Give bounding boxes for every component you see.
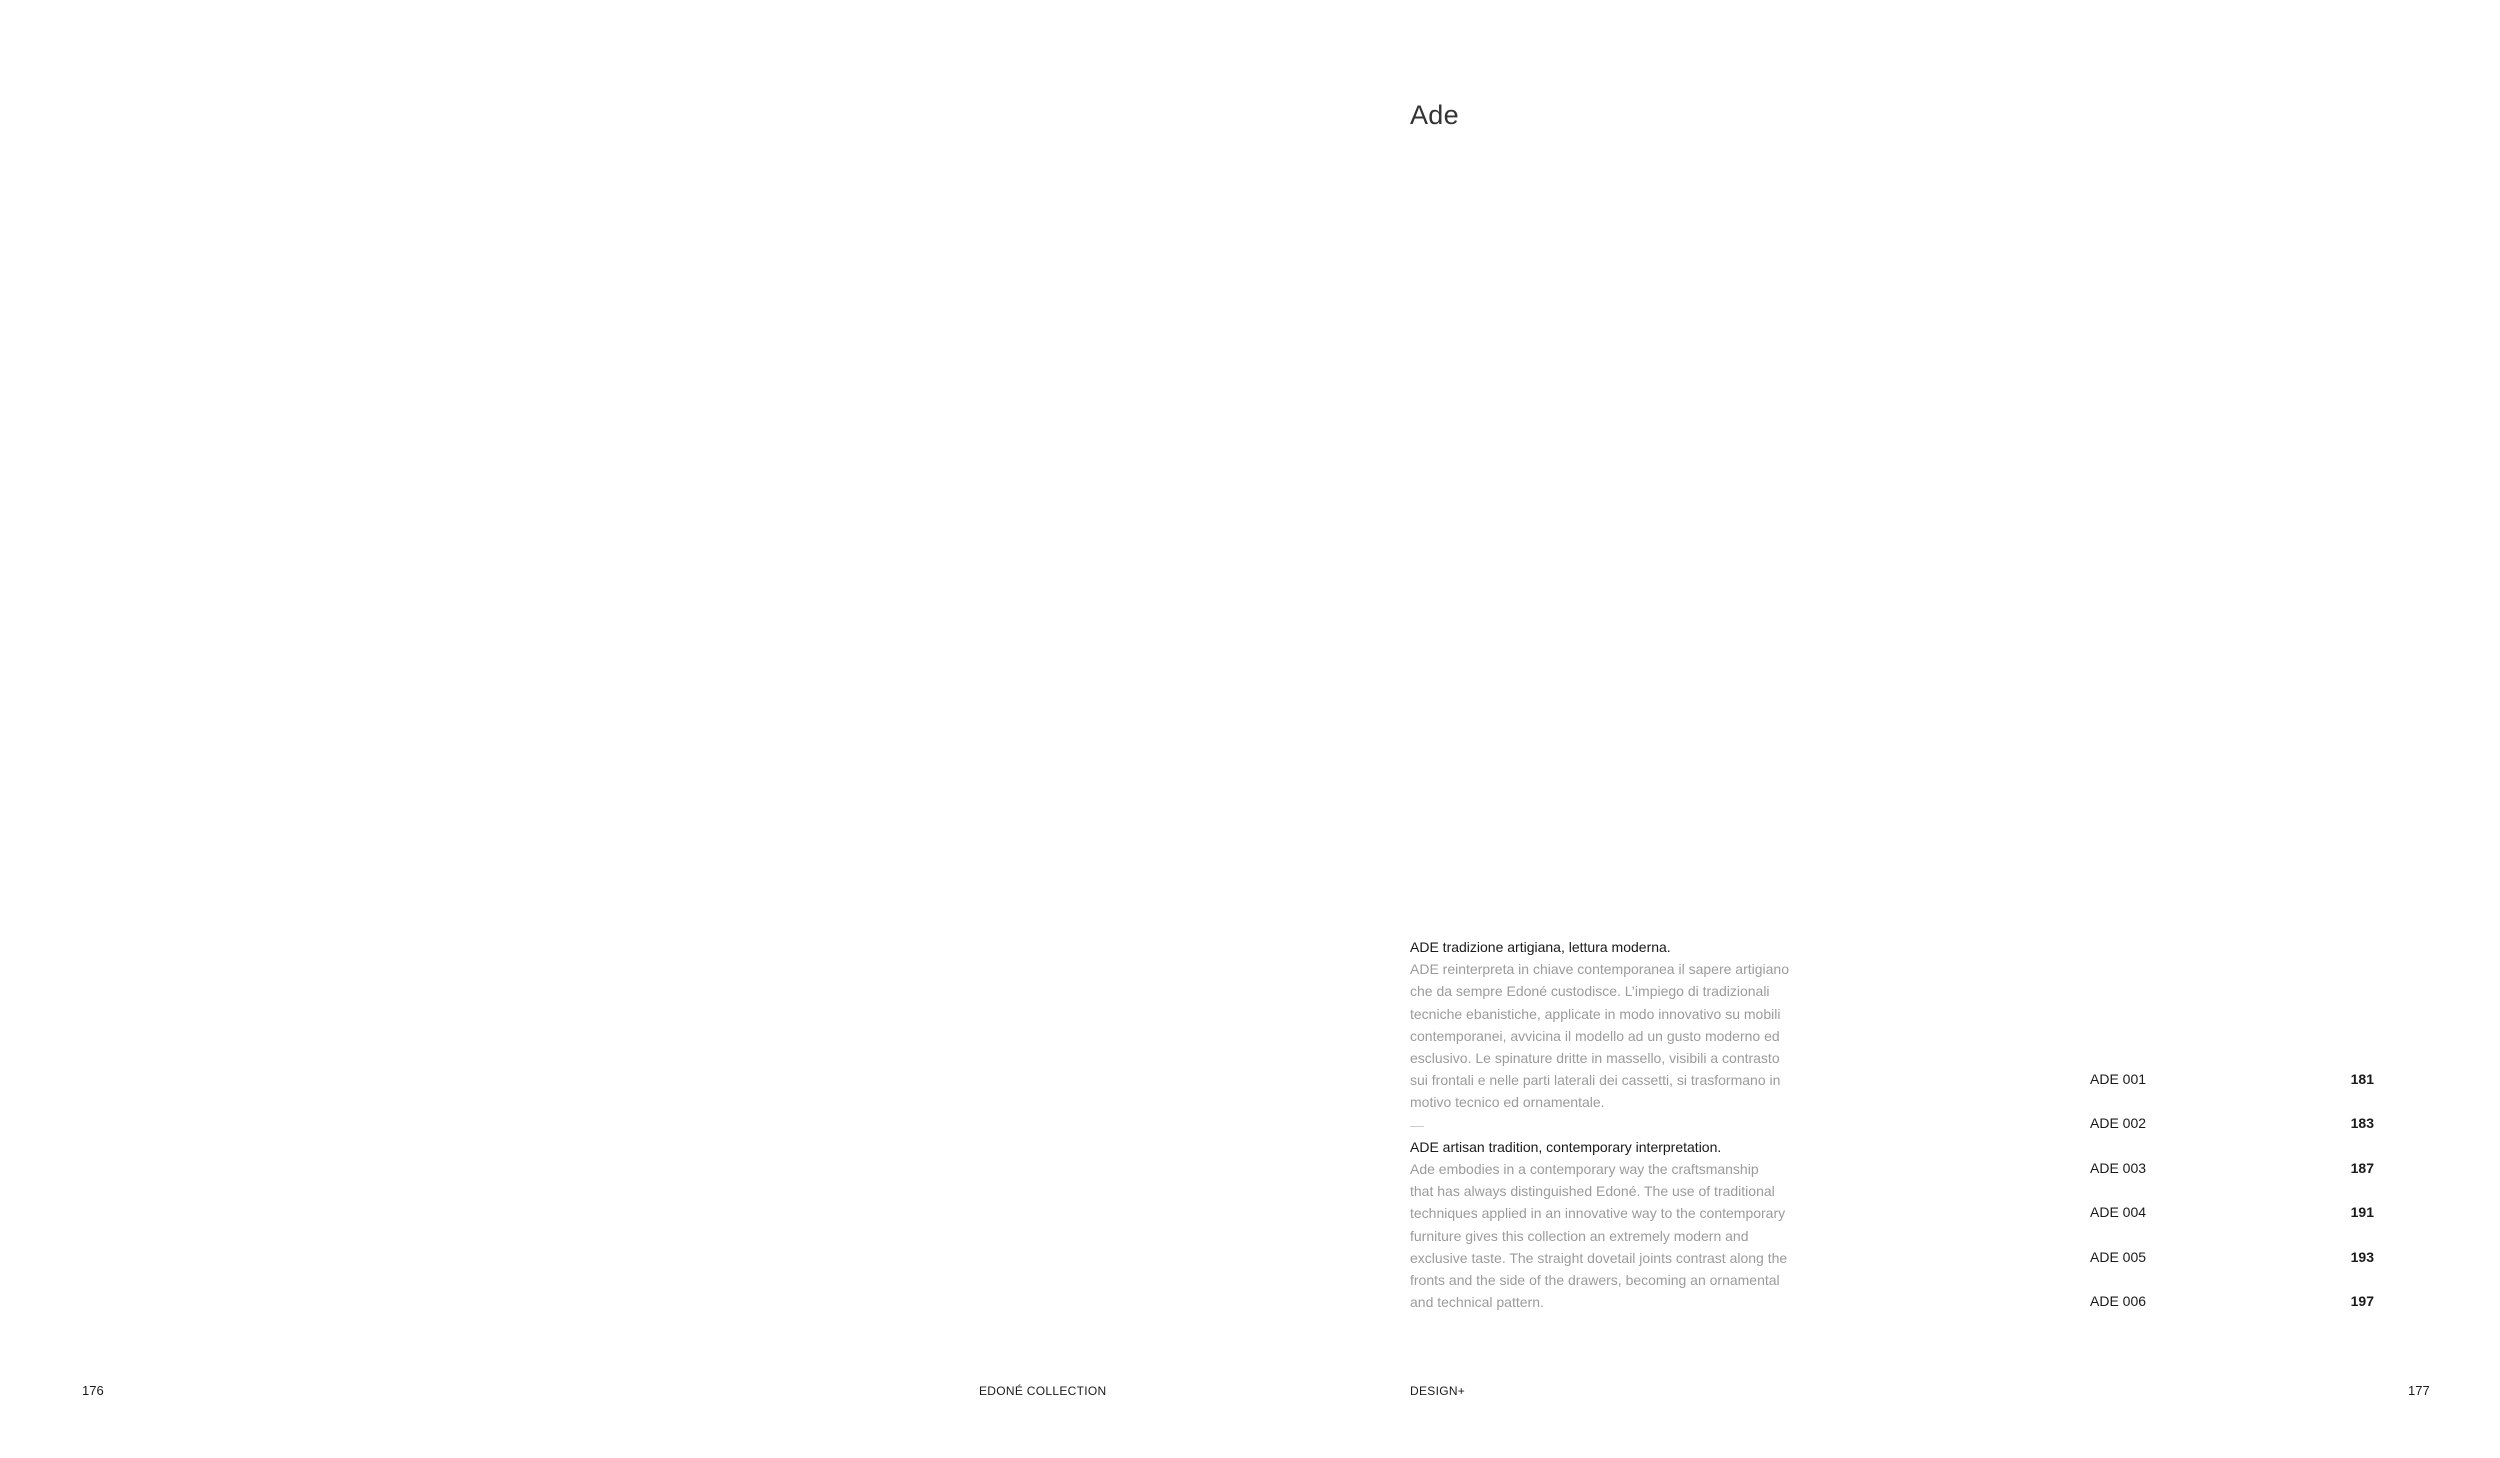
index-item-label: ADE 002 — [2090, 1115, 2147, 1132]
language-separator: — — [1410, 1116, 1424, 1133]
english-heading: ADE artisan tradition, contemporary interpretation. — [1410, 1138, 1722, 1155]
intro-text-block — [1410, 936, 1830, 1313]
index-row[interactable] — [2090, 1068, 2374, 1112]
index-item-label: ADE 004 — [2090, 1204, 2147, 1221]
left-page-number: 176 — [82, 1383, 104, 1398]
index-item-label: ADE 006 — [2090, 1292, 2147, 1309]
index-item-page: 181 — [2350, 1071, 2374, 1087]
italian-body-line: esclusivo. Le spinature dritte in massello, visibili a contrasto — [1410, 1050, 1780, 1067]
english-body-line: and technical pattern. — [1410, 1294, 1544, 1311]
english-body-line: fronts and the side of the drawers, becoming an ornamental — [1410, 1272, 1780, 1289]
english-body-line: exclusive taste. The straight dovetail joints contrast along the — [1410, 1249, 1788, 1266]
index-item-page: 183 — [2350, 1115, 2374, 1132]
right-page-number: 177 — [2408, 1383, 2430, 1398]
footer-section-label: DESIGN+ — [1410, 1384, 1466, 1398]
index-item-label: ADE 005 — [2090, 1248, 2147, 1265]
italian-body-line: motivo tecnico ed ornamentale. — [1410, 1094, 1605, 1111]
page-title: Ade — [1410, 100, 1459, 130]
italian-body-line: ADE reinterpreta in chiave contemporanea il sapere artigiano — [1410, 961, 1789, 978]
english-body-line: that has always distinguished Edoné. The use of traditional — [1410, 1183, 1775, 1200]
italian-body-line: sui frontali e nelle parti laterali dei cassetti, si trasformano in — [1410, 1072, 1781, 1089]
italian-heading: ADE tradizione artigiana, lettura moderna. — [1410, 939, 1671, 955]
english-body-line: techniques applied in an innovative way to the contemporary — [1410, 1205, 1786, 1222]
index-item-page: 187 — [2350, 1159, 2374, 1176]
italian-body-line: contemporanei, avvicina il modello ad un gusto moderno ed — [1410, 1027, 1780, 1044]
index-item-label: ADE 003 — [2090, 1159, 2147, 1176]
index-item-page: 191 — [2350, 1204, 2374, 1221]
footer-collection-label: EDONÉ COLLECTION — [979, 1384, 1107, 1398]
product-index — [2090, 1068, 2374, 1334]
index-item-label: ADE 001 — [2090, 1071, 2147, 1087]
index-row[interactable] — [2090, 1157, 2374, 1201]
index-item-page: 193 — [2350, 1248, 2374, 1265]
english-body-line: furniture gives this collection an extremely modern and — [1410, 1227, 1749, 1244]
english-body-line: Ade embodies in a contemporary way the craftsmanship — [1410, 1161, 1759, 1178]
index-item-page: 197 — [2350, 1292, 2374, 1309]
index-row[interactable] — [2090, 1201, 2374, 1245]
index-row[interactable] — [2090, 1112, 2374, 1156]
italian-body-line: che da sempre Edoné custodisce. L’impiego di tradizionali — [1410, 983, 1770, 1000]
index-row[interactable] — [2090, 1290, 2374, 1334]
index-row[interactable] — [2090, 1246, 2374, 1290]
italian-body-line: tecniche ebanistiche, applicate in modo innovativo su mobili — [1410, 1005, 1781, 1022]
